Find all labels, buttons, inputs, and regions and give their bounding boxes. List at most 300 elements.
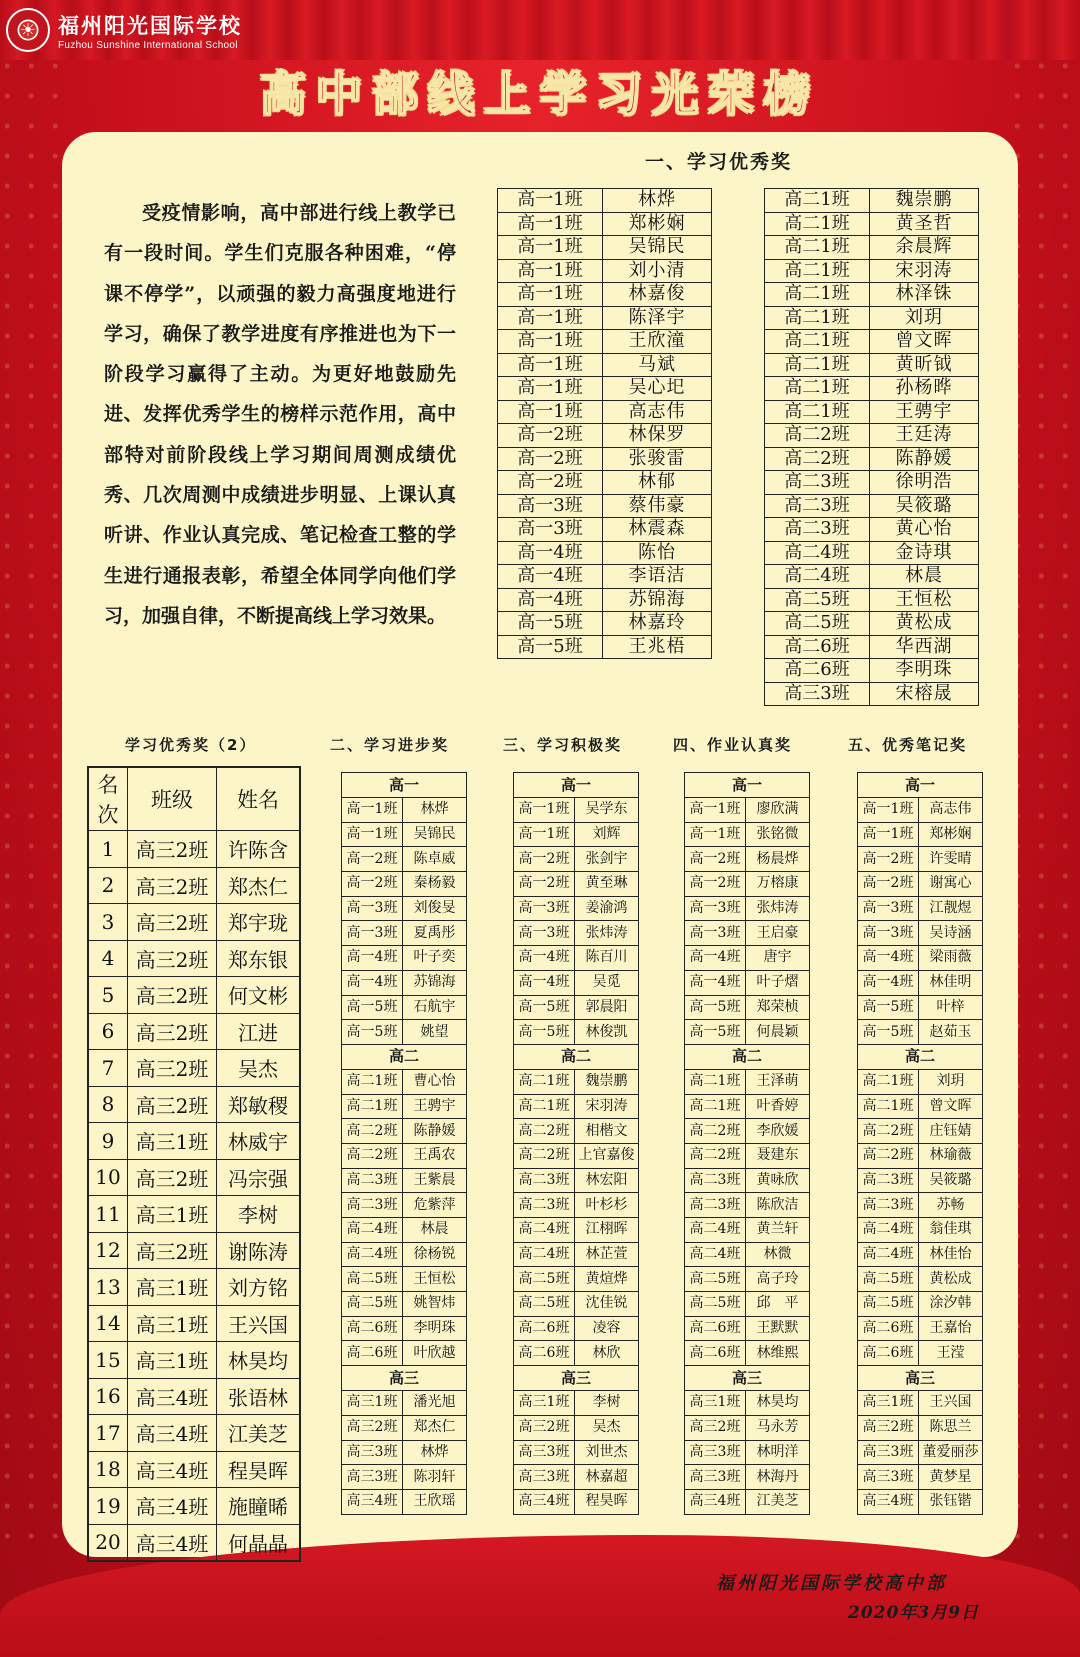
table-row bbox=[765, 306, 979, 330]
rank-cell: 1 bbox=[88, 831, 128, 868]
name-cell: 王禹农 bbox=[403, 1143, 467, 1168]
grade-header: 高二 bbox=[685, 1044, 810, 1069]
table-row bbox=[514, 1193, 639, 1218]
class-cell: 高一5班 bbox=[498, 635, 603, 659]
name-cell: 林海丹 bbox=[746, 1465, 810, 1490]
table-row bbox=[342, 872, 467, 897]
class-cell: 高二4班 bbox=[342, 1242, 403, 1267]
table-row bbox=[514, 970, 639, 995]
table-row bbox=[858, 970, 983, 995]
table-row bbox=[514, 1440, 639, 1465]
class-cell: 高三3班 bbox=[858, 1440, 919, 1465]
class-cell: 高二6班 bbox=[765, 635, 870, 659]
class-cell: 高二1班 bbox=[765, 212, 870, 236]
name-cell: 姜渝鸿 bbox=[575, 896, 639, 921]
table-row bbox=[858, 1267, 983, 1292]
name-cell: 黄煊烨 bbox=[575, 1267, 639, 1292]
table-row bbox=[685, 1119, 810, 1144]
name-cell: 郑荣桢 bbox=[746, 995, 810, 1020]
table-row bbox=[685, 1440, 810, 1465]
class-cell: 高三3班 bbox=[685, 1440, 746, 1465]
name-cell: 叶香婷 bbox=[746, 1094, 810, 1119]
name-cell: 刘世杰 bbox=[575, 1440, 639, 1465]
table-row bbox=[514, 1242, 639, 1267]
table-row bbox=[514, 1292, 639, 1317]
name-cell: 吴杰 bbox=[217, 1050, 301, 1087]
table-row bbox=[858, 1316, 983, 1341]
rank-cell: 7 bbox=[88, 1050, 128, 1087]
table-row bbox=[498, 283, 712, 307]
class-cell: 高二2班 bbox=[685, 1119, 746, 1144]
table-row bbox=[88, 1196, 300, 1233]
class-cell: 高二5班 bbox=[685, 1267, 746, 1292]
class-cell: 高二1班 bbox=[685, 1069, 746, 1094]
class-cell: 高一2班 bbox=[342, 872, 403, 897]
class-cell: 高二5班 bbox=[685, 1292, 746, 1317]
rank-cell: 17 bbox=[88, 1415, 128, 1452]
name-cell: 宋羽涛 bbox=[575, 1094, 639, 1119]
name-cell: 程昊晖 bbox=[217, 1451, 301, 1488]
name-cell: 叶子熠 bbox=[746, 970, 810, 995]
name-cell: 陈百川 bbox=[575, 946, 639, 971]
name-cell: 林芷萱 bbox=[575, 1242, 639, 1267]
name-cell: 江美芝 bbox=[217, 1415, 301, 1452]
class-cell: 高二2班 bbox=[514, 1143, 575, 1168]
award1b-title: 学习优秀奖（2） bbox=[125, 736, 257, 754]
table-row bbox=[498, 259, 712, 283]
name-cell: 何晶晶 bbox=[217, 1524, 301, 1561]
table-row bbox=[765, 588, 979, 612]
class-cell: 高三3班 bbox=[514, 1465, 575, 1490]
name-cell: 石航宇 bbox=[403, 995, 467, 1020]
class-cell: 高一2班 bbox=[342, 847, 403, 872]
name-cell: 王嘉怡 bbox=[919, 1316, 983, 1341]
table-row bbox=[88, 1050, 300, 1087]
table-row bbox=[685, 946, 810, 971]
name-cell: 陈怡 bbox=[603, 541, 712, 565]
class-cell: 高一2班 bbox=[685, 847, 746, 872]
class-cell: 高二5班 bbox=[765, 612, 870, 636]
footer-org: 福州阳光国际学校高中部 bbox=[716, 1573, 947, 1594]
table-row bbox=[498, 541, 712, 565]
award1-table-left bbox=[497, 188, 712, 659]
class-cell: 高二2班 bbox=[858, 1119, 919, 1144]
table-row bbox=[498, 635, 712, 659]
name-cell: 黄至琳 bbox=[575, 872, 639, 897]
name-cell: 廖欣满 bbox=[746, 798, 810, 823]
name-cell: 吴锦民 bbox=[403, 822, 467, 847]
table-row bbox=[858, 946, 983, 971]
school-name-en: Fuzhou Sunshine International School bbox=[58, 39, 238, 51]
class-cell: 高三2班 bbox=[128, 1232, 217, 1269]
table-row bbox=[514, 1143, 639, 1168]
class-cell: 高二3班 bbox=[514, 1193, 575, 1218]
class-cell: 高三4班 bbox=[128, 1451, 217, 1488]
table-row bbox=[685, 847, 810, 872]
award3-table bbox=[513, 772, 639, 1515]
grade-header-row bbox=[514, 773, 639, 798]
table-row bbox=[858, 1020, 983, 1045]
table-row bbox=[858, 1119, 983, 1144]
class-cell: 高三4班 bbox=[858, 1489, 919, 1514]
name-cell: 林佳明 bbox=[919, 970, 983, 995]
table-row bbox=[685, 1316, 810, 1341]
rank-cell: 16 bbox=[88, 1378, 128, 1415]
name-cell: 陈思兰 bbox=[919, 1415, 983, 1440]
name-cell: 庄钰婧 bbox=[919, 1119, 983, 1144]
grade-header-row bbox=[858, 1044, 983, 1069]
table-row bbox=[514, 1119, 639, 1144]
table-row bbox=[765, 494, 979, 518]
rank-cell: 14 bbox=[88, 1305, 128, 1342]
name-cell: 夏禹彤 bbox=[403, 921, 467, 946]
rank-cell: 4 bbox=[88, 940, 128, 977]
table-row bbox=[498, 565, 712, 589]
table-row bbox=[765, 212, 979, 236]
class-cell: 高三4班 bbox=[685, 1489, 746, 1514]
name-cell: 华西湖 bbox=[870, 635, 979, 659]
rank-cell: 3 bbox=[88, 904, 128, 941]
table-row bbox=[498, 353, 712, 377]
grade-header-row bbox=[342, 1366, 467, 1391]
table-row bbox=[498, 306, 712, 330]
class-cell: 高一2班 bbox=[858, 847, 919, 872]
name-cell: 张炜涛 bbox=[746, 896, 810, 921]
table-row bbox=[765, 471, 979, 495]
class-cell: 高三2班 bbox=[128, 867, 217, 904]
name-cell: 林昊均 bbox=[217, 1342, 301, 1379]
table-row bbox=[765, 635, 979, 659]
class-cell: 高一5班 bbox=[685, 1020, 746, 1045]
name-cell: 林嘉超 bbox=[575, 1465, 639, 1490]
class-cell: 高二1班 bbox=[765, 400, 870, 424]
class-cell: 高三1班 bbox=[128, 1196, 217, 1233]
class-cell: 高二6班 bbox=[514, 1316, 575, 1341]
name-cell: 翁佳琪 bbox=[919, 1218, 983, 1243]
grade-header: 高二 bbox=[858, 1044, 983, 1069]
class-cell: 高二4班 bbox=[858, 1218, 919, 1243]
name-cell: 苏畅 bbox=[919, 1193, 983, 1218]
name-cell: 程昊晖 bbox=[575, 1489, 639, 1514]
class-cell: 高二1班 bbox=[765, 283, 870, 307]
class-cell: 高一2班 bbox=[498, 471, 603, 495]
table-row bbox=[342, 1168, 467, 1193]
name-cell: 张钰锴 bbox=[919, 1489, 983, 1514]
rank-cell: 5 bbox=[88, 977, 128, 1014]
table-row bbox=[685, 822, 810, 847]
name-cell: 苏锦海 bbox=[403, 970, 467, 995]
table-row bbox=[342, 1465, 467, 1490]
name-cell: 郑杰仁 bbox=[403, 1415, 467, 1440]
class-cell: 高一4班 bbox=[498, 565, 603, 589]
class-cell: 高二1班 bbox=[765, 306, 870, 330]
school-logo bbox=[6, 8, 242, 52]
class-cell: 高三4班 bbox=[514, 1489, 575, 1514]
name-cell: 陈静媛 bbox=[403, 1119, 467, 1144]
table-row bbox=[765, 541, 979, 565]
name-cell: 黄咏欣 bbox=[746, 1168, 810, 1193]
table-row bbox=[498, 330, 712, 354]
table-row bbox=[514, 1391, 639, 1416]
name-cell: 王兴国 bbox=[217, 1305, 301, 1342]
name-cell: 王紫晨 bbox=[403, 1168, 467, 1193]
class-cell: 高二2班 bbox=[685, 1143, 746, 1168]
table-row bbox=[685, 1415, 810, 1440]
table-row bbox=[498, 189, 712, 213]
class-cell: 高一5班 bbox=[858, 1020, 919, 1045]
name-cell: 吴筱璐 bbox=[870, 494, 979, 518]
class-cell: 高二1班 bbox=[858, 1094, 919, 1119]
class-cell: 高三4班 bbox=[342, 1489, 403, 1514]
class-cell: 高三2班 bbox=[128, 977, 217, 1014]
name-cell: 万榕康 bbox=[746, 872, 810, 897]
table-row bbox=[765, 612, 979, 636]
name-cell: 张铭微 bbox=[746, 822, 810, 847]
table-row bbox=[765, 377, 979, 401]
class-cell: 高一1班 bbox=[858, 822, 919, 847]
table-row bbox=[685, 1218, 810, 1243]
class-cell: 高二4班 bbox=[514, 1242, 575, 1267]
name-cell: 谢陈涛 bbox=[217, 1232, 301, 1269]
class-cell: 高一3班 bbox=[514, 921, 575, 946]
class-cell: 高一1班 bbox=[498, 353, 603, 377]
table-row bbox=[342, 1242, 467, 1267]
name-cell: 唐宇 bbox=[746, 946, 810, 971]
class-cell: 高一3班 bbox=[498, 518, 603, 542]
table-row bbox=[514, 995, 639, 1020]
name-cell: 李树 bbox=[575, 1391, 639, 1416]
name-cell: 张语林 bbox=[217, 1378, 301, 1415]
name-cell: 郑敏稷 bbox=[217, 1086, 301, 1123]
table-row bbox=[514, 896, 639, 921]
class-cell: 高一2班 bbox=[498, 424, 603, 448]
grade-header: 高二 bbox=[514, 1044, 639, 1069]
table-row bbox=[514, 1489, 639, 1514]
class-cell: 高一1班 bbox=[685, 822, 746, 847]
table-row bbox=[685, 872, 810, 897]
name-cell: 吴杰 bbox=[575, 1415, 639, 1440]
class-cell: 高二1班 bbox=[858, 1069, 919, 1094]
name-cell: 林郁 bbox=[603, 471, 712, 495]
name-cell: 潘光旭 bbox=[403, 1391, 467, 1416]
table-row bbox=[342, 921, 467, 946]
table-row bbox=[685, 995, 810, 1020]
class-cell: 高二6班 bbox=[685, 1341, 746, 1366]
class-cell: 高二2班 bbox=[858, 1143, 919, 1168]
name-cell: 郭晨阳 bbox=[575, 995, 639, 1020]
class-cell: 高二4班 bbox=[765, 541, 870, 565]
name-cell: 林宏阳 bbox=[575, 1168, 639, 1193]
name-cell: 王恒松 bbox=[870, 588, 979, 612]
class-cell: 高二1班 bbox=[765, 189, 870, 213]
name-cell: 林欣 bbox=[575, 1341, 639, 1366]
class-cell: 高二1班 bbox=[514, 1094, 575, 1119]
class-cell: 高二5班 bbox=[514, 1292, 575, 1317]
class-cell: 高二1班 bbox=[765, 330, 870, 354]
class-cell: 高一1班 bbox=[498, 236, 603, 260]
class-cell: 高三3班 bbox=[765, 682, 870, 706]
table-row bbox=[514, 946, 639, 971]
rank-cell: 8 bbox=[88, 1086, 128, 1123]
class-cell: 高一5班 bbox=[342, 995, 403, 1020]
table-row bbox=[88, 1123, 300, 1160]
award2-table bbox=[341, 772, 467, 1515]
table-row bbox=[342, 1415, 467, 1440]
grade-header-row bbox=[858, 1366, 983, 1391]
class-cell: 高三1班 bbox=[128, 1305, 217, 1342]
class-cell: 高三3班 bbox=[858, 1465, 919, 1490]
class-cell: 高二4班 bbox=[342, 1218, 403, 1243]
name-cell: 冯宗强 bbox=[217, 1159, 301, 1196]
class-cell: 高二4班 bbox=[765, 565, 870, 589]
class-cell: 高二3班 bbox=[685, 1168, 746, 1193]
name-cell: 高志伟 bbox=[919, 798, 983, 823]
class-cell: 高二1班 bbox=[685, 1094, 746, 1119]
name-cell: 林晨 bbox=[870, 565, 979, 589]
table-row bbox=[88, 1451, 300, 1488]
table-row bbox=[685, 1267, 810, 1292]
table-row bbox=[685, 1489, 810, 1514]
name-cell: 郑彬娴 bbox=[603, 212, 712, 236]
table-row bbox=[498, 612, 712, 636]
name-cell: 林嘉玲 bbox=[603, 612, 712, 636]
award3-title: 三、学习积极奖 bbox=[503, 736, 623, 754]
name-cell: 林明洋 bbox=[746, 1440, 810, 1465]
table-row bbox=[342, 1489, 467, 1514]
name-cell: 郑东银 bbox=[217, 940, 301, 977]
name-cell: 李明珠 bbox=[403, 1316, 467, 1341]
table-row bbox=[765, 424, 979, 448]
grade-header: 高三 bbox=[685, 1366, 810, 1391]
table-row bbox=[858, 1242, 983, 1267]
name-cell: 苏锦海 bbox=[603, 588, 712, 612]
table-row bbox=[88, 940, 300, 977]
award2-title: 二、学习进步奖 bbox=[330, 736, 450, 754]
class-cell: 高一1班 bbox=[498, 212, 603, 236]
table-row bbox=[765, 236, 979, 260]
table-row bbox=[685, 1143, 810, 1168]
class-cell: 高二3班 bbox=[685, 1193, 746, 1218]
award4-table bbox=[684, 772, 810, 1515]
name-cell: 许雯晴 bbox=[919, 847, 983, 872]
name-cell: 刘方铭 bbox=[217, 1269, 301, 1306]
footer-date: 2020年3月9日 bbox=[848, 1603, 979, 1623]
table-row bbox=[88, 904, 300, 941]
table-row bbox=[858, 1341, 983, 1366]
class-cell: 高三1班 bbox=[128, 1342, 217, 1379]
class-cell: 高一3班 bbox=[514, 896, 575, 921]
class-cell: 高二1班 bbox=[765, 353, 870, 377]
grade-header: 高一 bbox=[858, 773, 983, 798]
name-cell: 刘玥 bbox=[870, 306, 979, 330]
class-cell: 高二2班 bbox=[342, 1119, 403, 1144]
class-cell: 高一4班 bbox=[498, 541, 603, 565]
table-row bbox=[765, 659, 979, 683]
table-row bbox=[342, 798, 467, 823]
class-cell: 高三2班 bbox=[128, 1086, 217, 1123]
name-cell: 余晨辉 bbox=[870, 236, 979, 260]
table-row bbox=[342, 847, 467, 872]
table-row bbox=[342, 1119, 467, 1144]
name-cell: 相楷文 bbox=[575, 1119, 639, 1144]
grade-header: 高三 bbox=[342, 1366, 467, 1391]
class-cell: 高二3班 bbox=[765, 494, 870, 518]
column-header: 姓名 bbox=[217, 767, 301, 831]
class-cell: 高三3班 bbox=[342, 1440, 403, 1465]
table-row bbox=[858, 1094, 983, 1119]
class-cell: 高三2班 bbox=[685, 1415, 746, 1440]
class-cell: 高一5班 bbox=[858, 995, 919, 1020]
class-cell: 高三2班 bbox=[128, 904, 217, 941]
table-row bbox=[342, 970, 467, 995]
table-row bbox=[685, 1094, 810, 1119]
class-cell: 高一1班 bbox=[858, 798, 919, 823]
grade-header-row bbox=[342, 1044, 467, 1069]
grade-header: 高一 bbox=[514, 773, 639, 798]
rank-cell: 18 bbox=[88, 1451, 128, 1488]
class-cell: 高一1班 bbox=[498, 377, 603, 401]
name-cell: 李树 bbox=[217, 1196, 301, 1233]
class-cell: 高一3班 bbox=[685, 896, 746, 921]
name-cell: 林烨 bbox=[403, 1440, 467, 1465]
name-cell: 姚智炜 bbox=[403, 1292, 467, 1317]
class-cell: 高一3班 bbox=[498, 494, 603, 518]
name-cell: 曾文晖 bbox=[870, 330, 979, 354]
class-cell: 高二5班 bbox=[342, 1267, 403, 1292]
class-cell: 高一4班 bbox=[498, 588, 603, 612]
name-cell: 王启豪 bbox=[746, 921, 810, 946]
name-cell: 蔡伟豪 bbox=[603, 494, 712, 518]
class-cell: 高一5班 bbox=[342, 1020, 403, 1045]
name-cell: 王滢 bbox=[919, 1341, 983, 1366]
name-cell: 赵茹玉 bbox=[919, 1020, 983, 1045]
name-cell: 吴锦民 bbox=[603, 236, 712, 260]
name-cell: 林晨 bbox=[403, 1218, 467, 1243]
name-cell: 黄松成 bbox=[919, 1267, 983, 1292]
class-cell: 高一2班 bbox=[514, 847, 575, 872]
table-row bbox=[498, 494, 712, 518]
name-cell: 高子玲 bbox=[746, 1267, 810, 1292]
class-cell: 高三2班 bbox=[128, 940, 217, 977]
name-cell: 秦杨毅 bbox=[403, 872, 467, 897]
sparkle-decoration-right bbox=[1010, 60, 1080, 1560]
class-cell: 高一2班 bbox=[498, 447, 603, 471]
name-cell: 王骋宇 bbox=[403, 1094, 467, 1119]
table-row bbox=[342, 1267, 467, 1292]
table-row bbox=[685, 1341, 810, 1366]
name-cell: 金诗琪 bbox=[870, 541, 979, 565]
name-cell: 陈泽宇 bbox=[603, 306, 712, 330]
class-cell: 高三3班 bbox=[685, 1465, 746, 1490]
school-emblem-icon: ☀ bbox=[6, 8, 50, 52]
name-cell: 沈佳锐 bbox=[575, 1292, 639, 1317]
name-cell: 刘俊旻 bbox=[403, 896, 467, 921]
table-row bbox=[342, 1440, 467, 1465]
class-cell: 高一3班 bbox=[685, 921, 746, 946]
class-cell: 高二3班 bbox=[514, 1168, 575, 1193]
table-row bbox=[342, 995, 467, 1020]
class-cell: 高三1班 bbox=[514, 1391, 575, 1416]
table-row bbox=[765, 283, 979, 307]
grade-header: 高二 bbox=[342, 1044, 467, 1069]
name-cell: 林烨 bbox=[603, 189, 712, 213]
name-cell: 江靓煜 bbox=[919, 896, 983, 921]
class-cell: 高二2班 bbox=[765, 447, 870, 471]
grade-header: 高三 bbox=[514, 1366, 639, 1391]
rank-cell: 2 bbox=[88, 867, 128, 904]
name-cell: 李语洁 bbox=[603, 565, 712, 589]
name-cell: 何文彬 bbox=[217, 977, 301, 1014]
